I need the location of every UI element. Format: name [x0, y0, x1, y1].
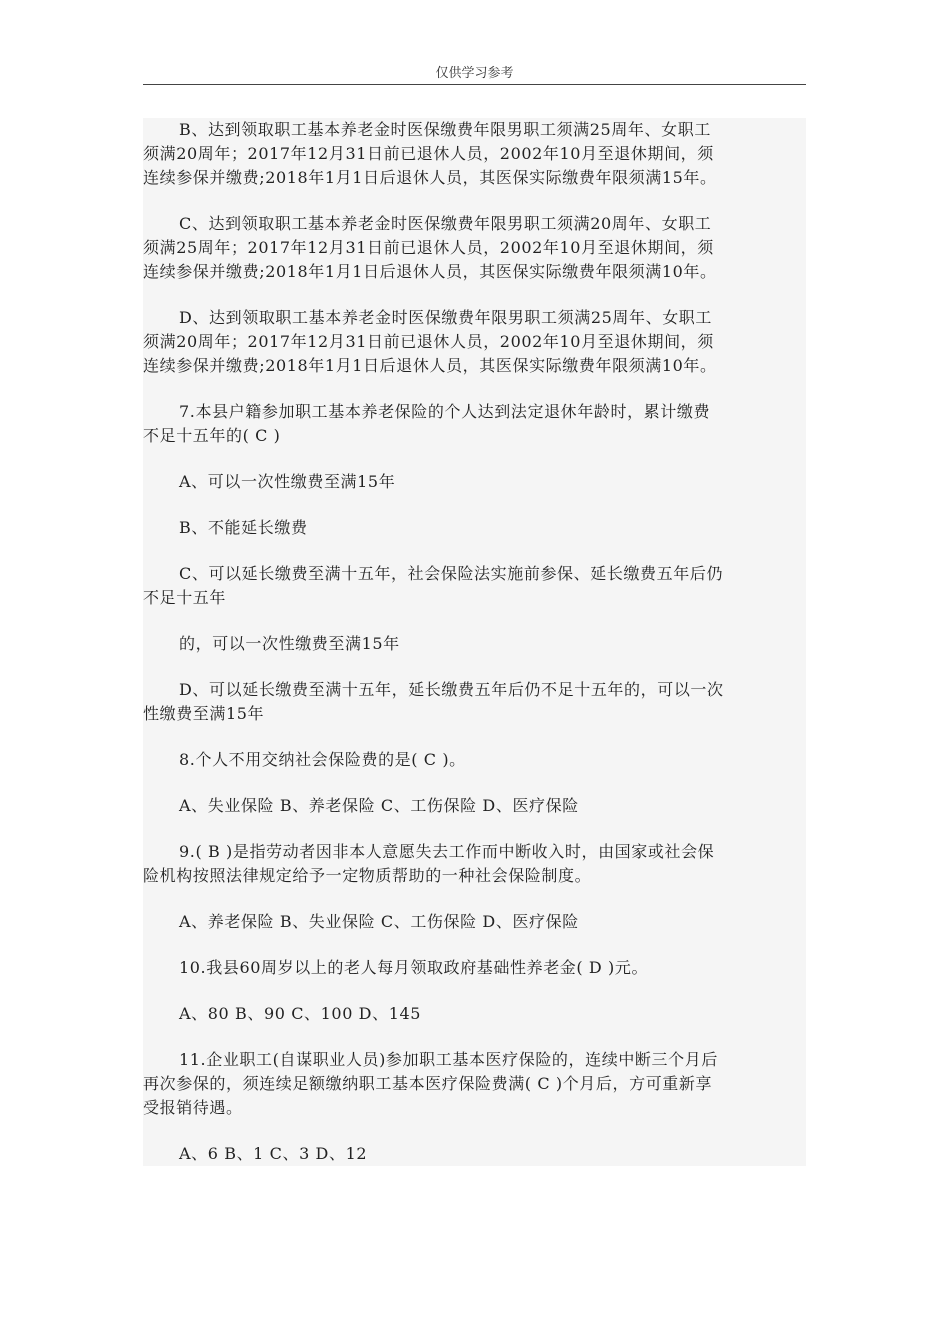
option-paragraph: A、可以一次性缴费至满15年 — [179, 472, 396, 491]
header-divider — [143, 84, 806, 85]
question-paragraph: 8.个人不用交纳社会保险费的是( C )。 — [179, 750, 466, 769]
option-paragraph: B、不能延长缴费 — [179, 518, 308, 537]
question-paragraph: 11.企业职工(自谋职业人员)参加职工基本医疗保险的，连续中断三个月后 再次参保的，须连续足额缴纳职工基本医疗保险费满( C )个月后，方可重新享 受报销待遇。 — [143, 1050, 718, 1117]
page-header: 仅供学习参考 — [435, 66, 514, 81]
option-continuation: 的，可以一次性缴费至满15年 — [179, 634, 400, 653]
options-line: A、80 B、90 C、100 D、145 — [179, 1004, 422, 1023]
option-paragraph: D、可以延长缴费至满十五年，延长缴费五年后仍不足十五年的，可以一次 性缴费至满15年 — [143, 680, 724, 723]
question-paragraph: 9.( B )是指劳动者因非本人意愿失去工作而中断收入时，由国家或社会保 险机构按照法律规定给予一定物质帮助的一种社会保险制度。 — [143, 842, 715, 885]
options-line: A、养老保险 B、失业保险 C、工伤保险 D、医疗保险 — [179, 912, 579, 931]
option-paragraph: C、达到领取职工基本养老金时医保缴费年限男职工须满20周年、女职工 须满25周年；2017年12月31日前已退休人员，2002年10月至退休期间，须 连续参保并缴费;2018年1月1日后退休人员，其医保实际缴费年限须满10年。 — [143, 214, 717, 281]
document-body — [143, 118, 806, 1166]
question-paragraph: 7.本县户籍参加职工基本养老保险的个人达到法定退休年龄时，累计缴费 不足十五年的( C ) — [143, 402, 711, 445]
option-paragraph: C、可以延长缴费至满十五年，社会保险法实施前参保、延长缴费五年后仍 不足十五年 — [143, 564, 724, 607]
options-line: A、6 B、1 C、3 D、12 — [179, 1144, 368, 1163]
option-paragraph: B、达到领取职工基本养老金时医保缴费年限男职工须满25周年、女职工 须满20周年；2017年12月31日前已退休人员，2002年10月至退休期间，须 连续参保并缴费;2018年1月1日后退休人员，其医保实际缴费年限须满15年。 — [143, 120, 717, 187]
option-paragraph: D、达到领取职工基本养老金时医保缴费年限男职工须满25周年、女职工 须满20周年；2017年12月31日前已退休人员，2002年10月至退休期间，须 连续参保并缴费;2018年1月1日后退休人员，其医保实际缴费年限须满10年。 — [143, 308, 717, 375]
options-line: A、失业保险 B、养老保险 C、工伤保险 D、医疗保险 — [179, 796, 579, 815]
question-paragraph: 10.我县60周岁以上的老人每月领取政府基础性养老金( D )元。 — [179, 958, 649, 977]
